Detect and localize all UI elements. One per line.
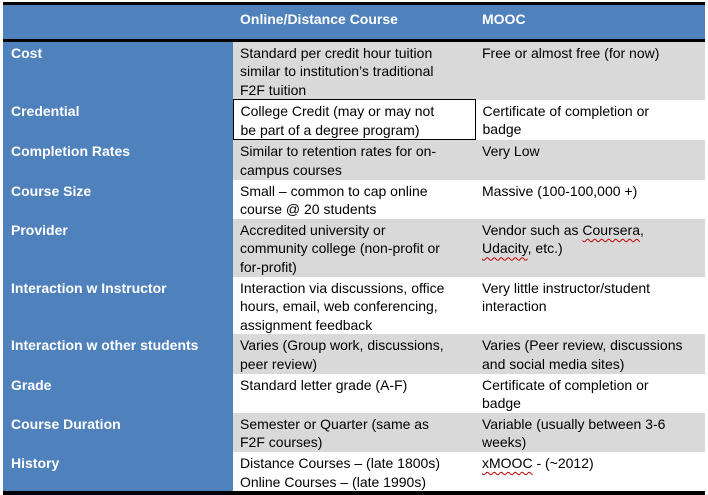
mooc-cell: Certificate of completion or badge	[475, 100, 705, 140]
empty-corner-cell	[3, 5, 233, 40]
online-course-cell: Standard letter grade (A-F)	[233, 374, 475, 413]
mooc-cell: Variable (usually between 3-6 weeks)	[475, 413, 705, 452]
row-label: Interaction w Instructor	[3, 277, 233, 335]
table-row-course-size	[3, 180, 705, 219]
online-course-cell: College Credit (may or may not be part of a degree program)	[233, 100, 475, 140]
table-row-course-duration	[3, 413, 705, 452]
online-course-cell: Interaction via discussions, office hours, email, web conferencing, assignment feedback	[233, 277, 475, 335]
online-course-cell: Small – common to cap online course @ 20 students	[233, 180, 475, 219]
mooc-cell: Varies (Peer review, discussions and social media sites)	[475, 334, 705, 373]
online-course-cell: Standard per credit hour tuition similar to institution’s traditional F2F tuition	[233, 40, 475, 100]
table-bottom-border	[3, 491, 705, 495]
header-row	[3, 5, 705, 40]
row-label: Course Duration	[3, 413, 233, 452]
table-row-completion-rates	[3, 140, 705, 180]
table-row-grade	[3, 374, 705, 413]
online-course-cell: Similar to retention rates for on- campus courses	[233, 140, 475, 180]
table-row-interaction-students	[3, 334, 705, 373]
table-row-history	[3, 452, 705, 491]
row-label: Completion Rates	[3, 140, 233, 180]
mooc-cell: Certificate of completion or badge	[475, 374, 705, 413]
comparison-table-wrap	[3, 2, 705, 495]
online-course-cell: Varies (Group work, discussions, peer review)	[233, 334, 475, 373]
table-row-interaction-instructor	[3, 277, 705, 335]
mooc-column-header: MOOC	[475, 5, 705, 40]
mooc-cell: Very little instructor/student interaction	[475, 277, 705, 335]
mooc-cell: Free or almost free (for now)	[475, 40, 705, 100]
row-label: Course Size	[3, 180, 233, 219]
row-label: History	[3, 452, 233, 491]
row-label: Interaction w other students	[3, 334, 233, 373]
online-column-header: Online/Distance Course	[233, 5, 475, 40]
row-label: Grade	[3, 374, 233, 413]
online-course-cell: Semester or Quarter (same as F2F courses)	[233, 413, 475, 452]
table-row-provider	[3, 219, 705, 277]
mooc-cell: xMOOC - (~2012)	[475, 452, 705, 491]
online-course-cell: Accredited university or community college (non-profit or for-profit)	[233, 219, 475, 277]
row-label: Credential	[3, 100, 233, 140]
mooc-cell: Vendor such as Coursera, Udacity, etc.)	[475, 219, 705, 277]
table-row-cost	[3, 40, 705, 100]
online-course-cell: Distance Courses – (late 1800s) Online Courses – (late 1990s)	[233, 452, 475, 491]
row-label: Cost	[3, 40, 233, 100]
table-row-credential	[3, 100, 705, 140]
mooc-cell: Massive (100-100,000 +)	[475, 180, 705, 219]
mooc-cell: Very Low	[475, 140, 705, 180]
row-label: Provider	[3, 219, 233, 277]
comparison-table	[3, 5, 705, 491]
